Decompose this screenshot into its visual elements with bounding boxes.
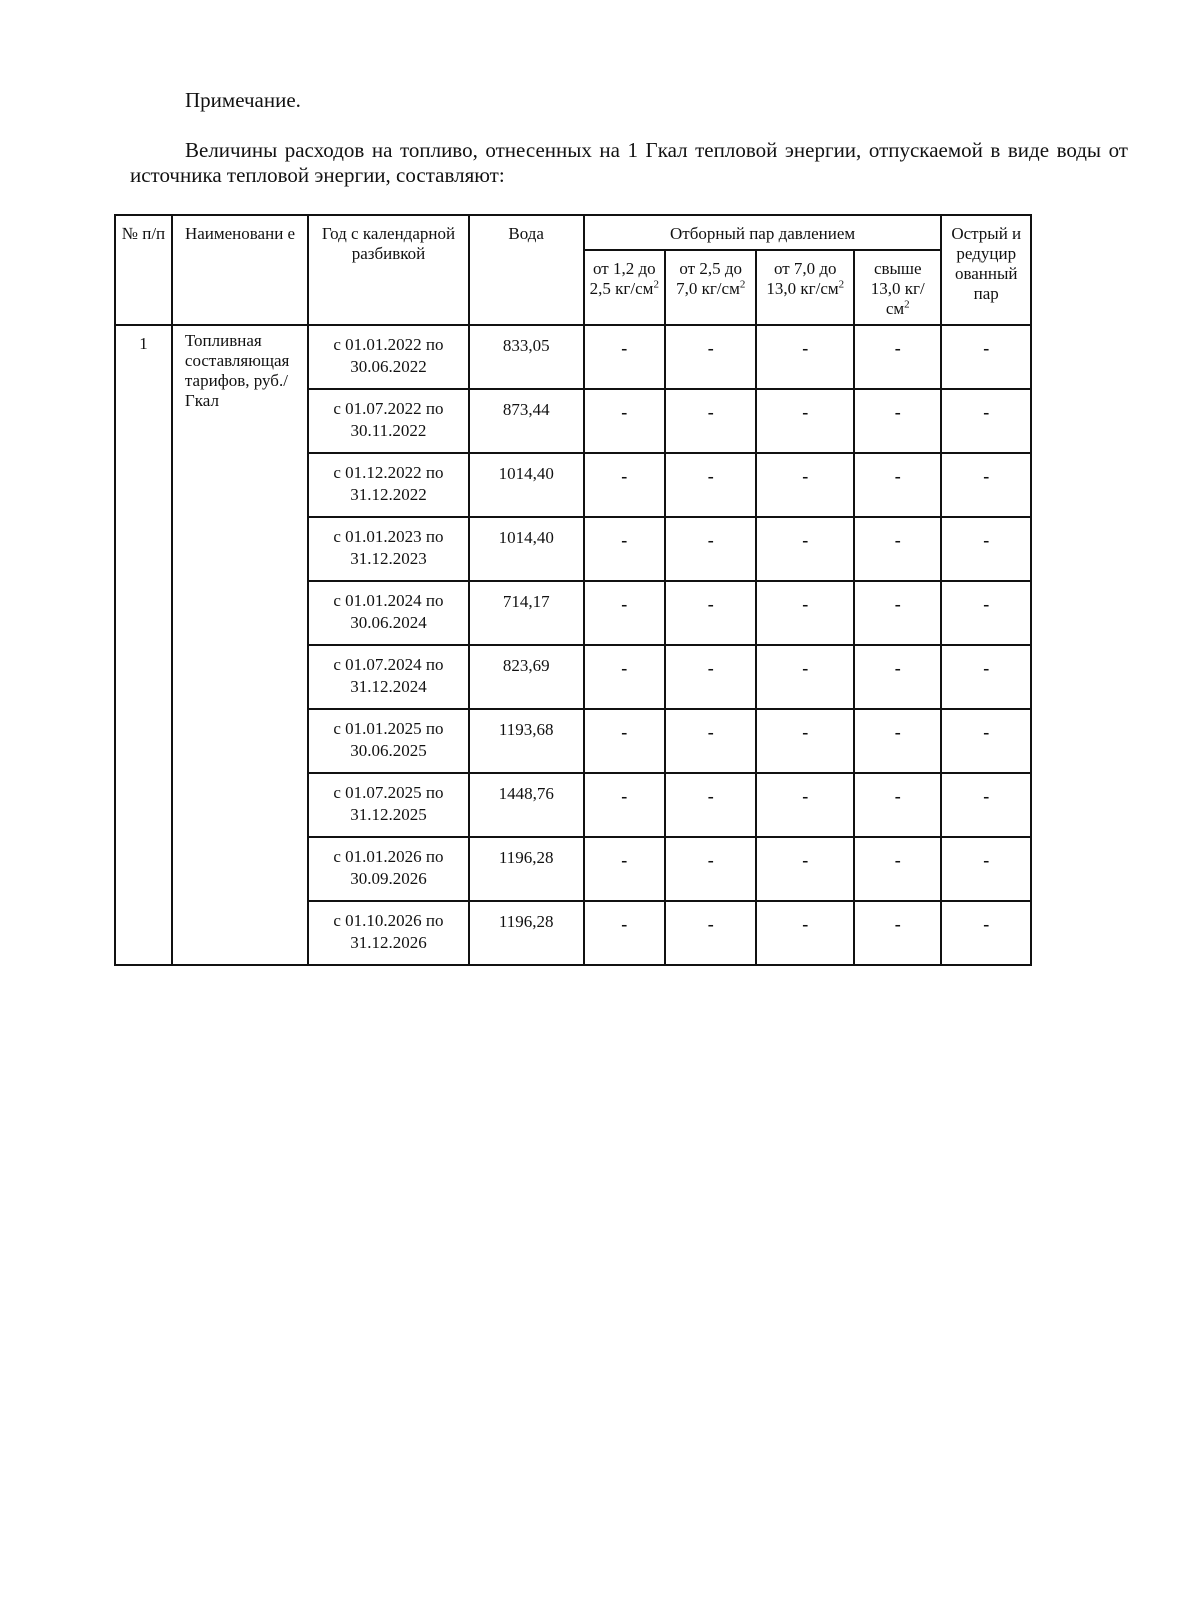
empty-value-cell: - bbox=[756, 517, 854, 581]
water-cost-cell: 833,05 bbox=[469, 325, 584, 389]
empty-value-cell: - bbox=[941, 453, 1031, 517]
empty-value-cell: - bbox=[584, 901, 665, 965]
item-name: Топливная составляющая тарифов, руб./Гкал bbox=[172, 325, 308, 965]
header-pressure-4-sup: 2 bbox=[904, 298, 910, 311]
header-pressure-3 bbox=[756, 250, 854, 325]
period-cell: с 01.07.2025 по 31.12.2025 bbox=[308, 773, 469, 837]
empty-value-cell: - bbox=[854, 773, 941, 837]
water-cost-cell: 1014,40 bbox=[469, 453, 584, 517]
water-cost-cell: 1014,40 bbox=[469, 517, 584, 581]
item-number: 1 bbox=[115, 325, 172, 965]
empty-value-cell: - bbox=[665, 645, 756, 709]
empty-value-cell: - bbox=[584, 325, 665, 389]
empty-value-cell: - bbox=[941, 773, 1031, 837]
header-pressure-3-sup: 2 bbox=[838, 278, 845, 291]
header-no: № п/п bbox=[115, 215, 172, 325]
header-water: Вода bbox=[469, 215, 584, 325]
empty-value-cell: - bbox=[756, 837, 854, 901]
period-cell: с 01.12.2022 по 31.12.2022 bbox=[308, 453, 469, 517]
empty-value-cell: - bbox=[941, 581, 1031, 645]
water-cost-cell: 823,69 bbox=[469, 645, 584, 709]
empty-value-cell: - bbox=[756, 389, 854, 453]
header-steam-group: Отборный пар давлением bbox=[584, 215, 942, 250]
empty-value-cell: - bbox=[941, 645, 1031, 709]
empty-value-cell: - bbox=[941, 389, 1031, 453]
empty-value-cell: - bbox=[756, 645, 854, 709]
header-pressure-2-text: от 2,5 до 7,0 кг/см bbox=[676, 259, 743, 298]
table-body bbox=[115, 325, 1031, 965]
header-pressure-1 bbox=[584, 250, 665, 325]
empty-value-cell: - bbox=[854, 453, 941, 517]
empty-value-cell: - bbox=[665, 517, 756, 581]
empty-value-cell: - bbox=[584, 837, 665, 901]
empty-value-cell: - bbox=[941, 325, 1031, 389]
empty-value-cell: - bbox=[665, 709, 756, 773]
empty-value-cell: - bbox=[665, 325, 756, 389]
empty-value-cell: - bbox=[854, 581, 941, 645]
empty-value-cell: - bbox=[854, 325, 941, 389]
empty-value-cell: - bbox=[941, 517, 1031, 581]
empty-value-cell: - bbox=[854, 645, 941, 709]
header-pressure-4 bbox=[854, 250, 941, 325]
header-name: Наименовани е bbox=[172, 215, 308, 325]
period-cell: с 01.01.2024 по 30.06.2024 bbox=[308, 581, 469, 645]
empty-value-cell: - bbox=[665, 901, 756, 965]
empty-value-cell: - bbox=[756, 773, 854, 837]
empty-value-cell: - bbox=[584, 581, 665, 645]
empty-value-cell: - bbox=[854, 517, 941, 581]
water-cost-cell: 1448,76 bbox=[469, 773, 584, 837]
header-pressure-4-text: свыше 13,0 кг/см bbox=[870, 259, 925, 318]
empty-value-cell: - bbox=[756, 453, 854, 517]
header-pressure-2 bbox=[665, 250, 756, 325]
header-sharp-steam: Острый и редуцир ованный пар bbox=[941, 215, 1031, 325]
period-cell: с 01.01.2022 по 30.06.2022 bbox=[308, 325, 469, 389]
empty-value-cell: - bbox=[941, 901, 1031, 965]
period-cell: с 01.01.2023 по 31.12.2023 bbox=[308, 517, 469, 581]
empty-value-cell: - bbox=[756, 325, 854, 389]
water-cost-cell: 1196,28 bbox=[469, 837, 584, 901]
empty-value-cell: - bbox=[665, 773, 756, 837]
empty-value-cell: - bbox=[584, 709, 665, 773]
empty-value-cell: - bbox=[584, 389, 665, 453]
header-pressure-2-sup: 2 bbox=[739, 278, 746, 291]
empty-value-cell: - bbox=[665, 837, 756, 901]
empty-value-cell: - bbox=[584, 645, 665, 709]
header-pressure-3-text: от 7,0 до 13,0 кг/см bbox=[766, 259, 839, 298]
header-pressure-1-sup: 2 bbox=[653, 278, 659, 291]
empty-value-cell: - bbox=[854, 389, 941, 453]
period-cell: с 01.07.2024 по 31.12.2024 bbox=[308, 645, 469, 709]
empty-value-cell: - bbox=[756, 709, 854, 773]
empty-value-cell: - bbox=[854, 837, 941, 901]
empty-value-cell: - bbox=[854, 901, 941, 965]
empty-value-cell: - bbox=[584, 517, 665, 581]
empty-value-cell: - bbox=[665, 453, 756, 517]
water-cost-cell: 1193,68 bbox=[469, 709, 584, 773]
empty-value-cell: - bbox=[941, 837, 1031, 901]
empty-value-cell: - bbox=[941, 709, 1031, 773]
period-cell: с 01.10.2026 по 31.12.2026 bbox=[308, 901, 469, 965]
water-cost-cell: 714,17 bbox=[469, 581, 584, 645]
empty-value-cell: - bbox=[665, 581, 756, 645]
empty-value-cell: - bbox=[584, 453, 665, 517]
empty-value-cell: - bbox=[854, 709, 941, 773]
empty-value-cell: - bbox=[584, 773, 665, 837]
water-cost-cell: 1196,28 bbox=[469, 901, 584, 965]
period-cell: с 01.01.2025 по 30.06.2025 bbox=[308, 709, 469, 773]
water-cost-cell: 873,44 bbox=[469, 389, 584, 453]
empty-value-cell: - bbox=[665, 389, 756, 453]
period-cell: с 01.07.2022 по 30.11.2022 bbox=[308, 389, 469, 453]
table-row bbox=[115, 325, 1031, 389]
note-text: Величины расходов на топливо, отнесенных на 1 Гкал тепловой энергии, отпускаемой в виде воды от источника тепловой энергии, составляют: bbox=[130, 138, 1128, 187]
period-cell: с 01.01.2026 по 30.09.2026 bbox=[308, 837, 469, 901]
note-title: Примечание. bbox=[185, 88, 301, 112]
empty-value-cell: - bbox=[756, 901, 854, 965]
fuel-cost-table bbox=[114, 214, 1032, 966]
header-pressure-1-text: от 1,2 до 2,5 кг/см bbox=[589, 259, 656, 298]
empty-value-cell: - bbox=[756, 581, 854, 645]
header-period: Год с календарной разбивкой bbox=[308, 215, 469, 325]
